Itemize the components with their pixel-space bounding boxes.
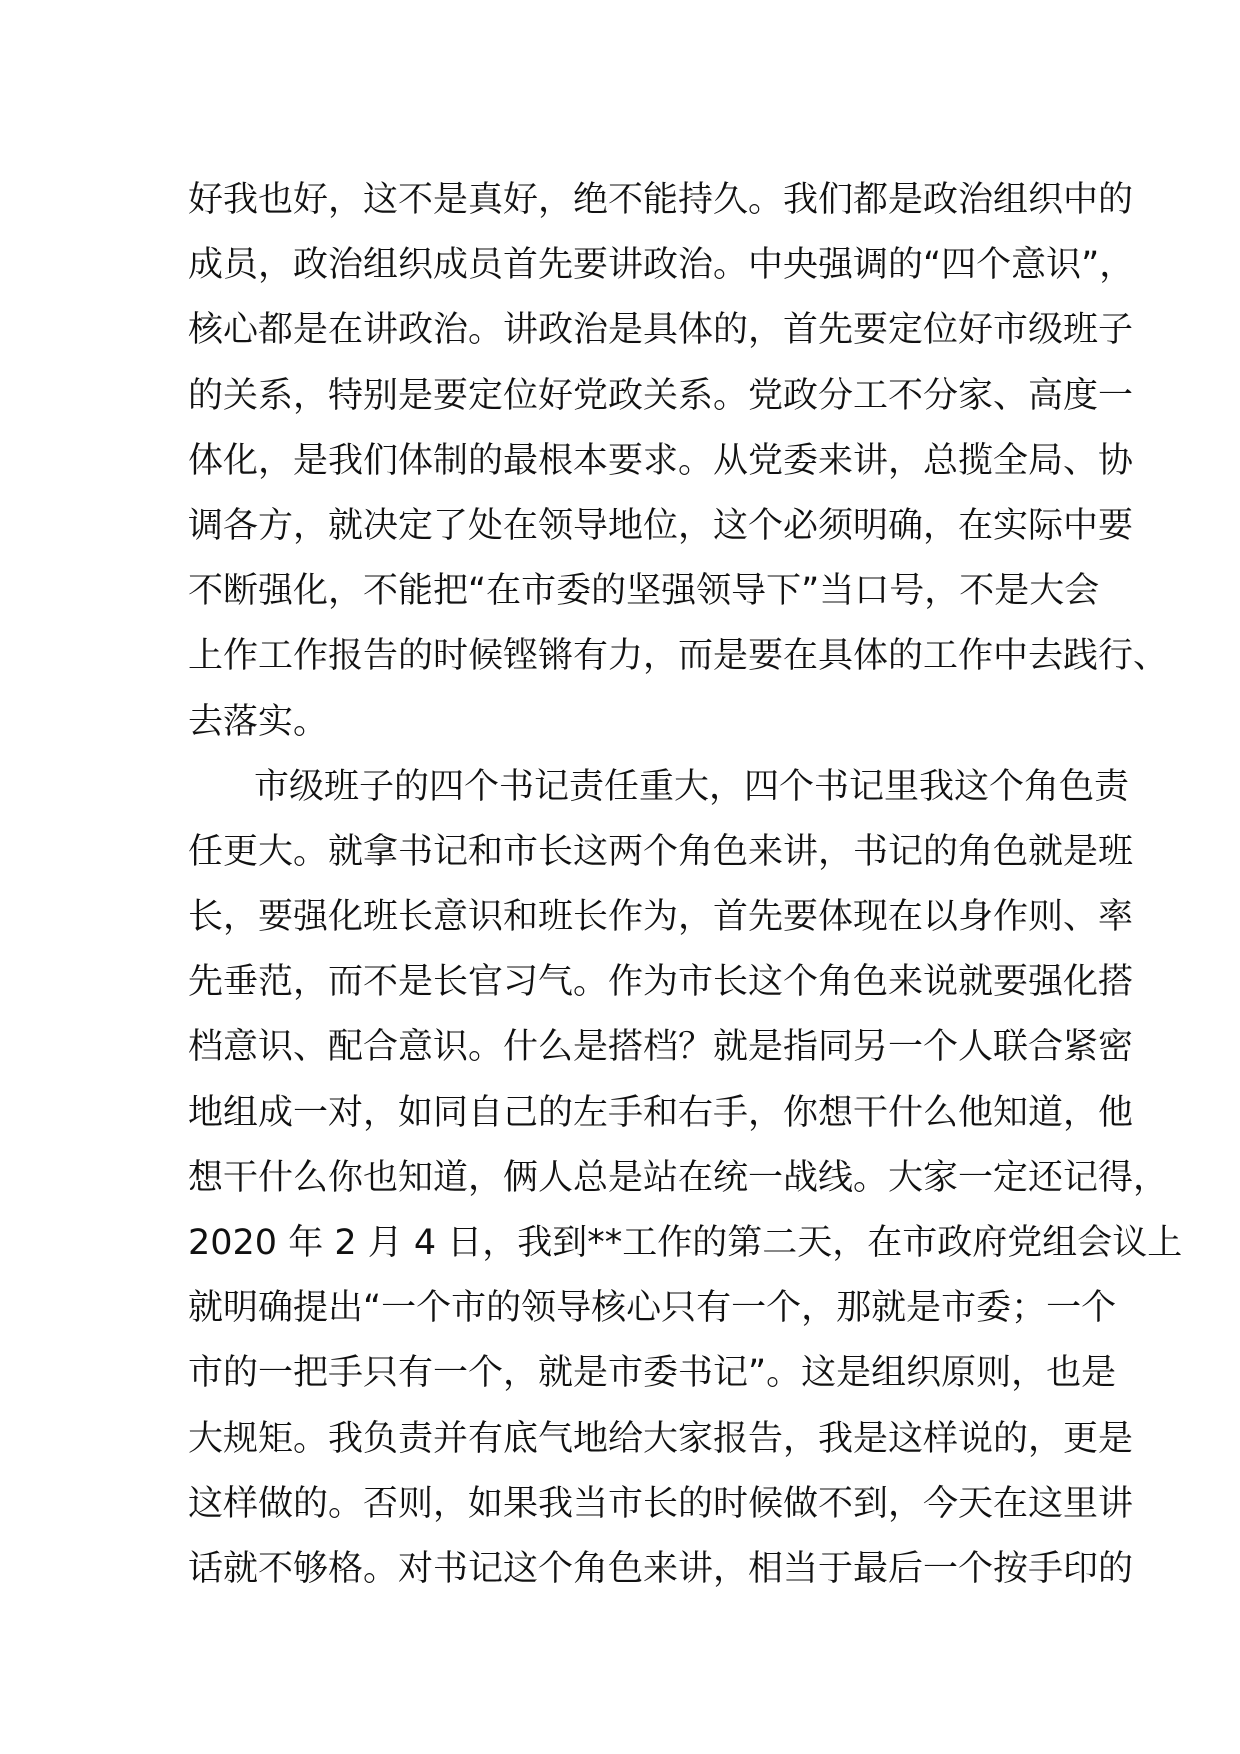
text-line: 去落实。 — [188, 701, 329, 742]
text-line: 市的一把手只有一个，就是市委书记”。这是组织原则，也是 — [188, 1353, 1117, 1394]
text-line: 先垂范，而不是长官习气。作为市长这个角色来说就要强化搭 — [188, 962, 1134, 1003]
paragraph-first-line: 市级班子的四个书记责任重大，四个书记里我这个角色责 — [254, 766, 1130, 807]
text-line: 地组成一对，如同自己的左手和右手，你想干什么他知道，他 — [188, 1092, 1134, 1133]
body-text — [188, 168, 1183, 1602]
text-line: 档意识、配合意识。什么是搭档？就是指同另一个人联合紧密 — [188, 1027, 1134, 1068]
text-line: 话就不够格。对书记这个角色来讲，相当于最后一个按手印的 — [188, 1548, 1134, 1589]
text-line: 想干什么你也知道，俩人总是站在统一战线。大家一定还记得， — [188, 1157, 1169, 1198]
text-line: 2020 年 2 月 4 日，我到**工作的第二天，在市政府党组会议上 — [188, 1223, 1183, 1263]
text-line: 的关系，特别是要定位好党政关系。党政分工不分家、高度一 — [188, 375, 1134, 416]
text-line: 这样做的。否则，如果我当市长的时候做不到，今天在这里讲 — [188, 1483, 1134, 1524]
text-line: 不断强化，不能把“在市委的坚强领导下”当口号，不是大会 — [188, 571, 1100, 612]
text-line: 就明确提出“一个市的领导核心只有一个，那就是市委；一个 — [188, 1288, 1117, 1329]
text-line: 上作工作报告的时候铿锵有力，而是要在具体的工作中去践行、 — [188, 636, 1169, 677]
text-line: 长，要强化班长意识和班长作为，首先要体现在以身作则、率 — [188, 897, 1134, 938]
text-line: 成员，政治组织成员首先要讲政治。中央强调的“四个意识”， — [188, 245, 1135, 286]
text-line: 调各方，就决定了处在领导地位，这个必须明确，在实际中要 — [188, 505, 1134, 546]
text-line: 任更大。就拿书记和市长这两个角色来讲，书记的角色就是班 — [188, 831, 1134, 872]
text-line: 大规矩。我负责并有底气地给大家报告，我是这样说的，更是 — [188, 1418, 1134, 1459]
text-line: 体化，是我们体制的最根本要求。从党委来讲，总揽全局、协 — [188, 440, 1134, 481]
text-line: 核心都是在讲政治。讲政治是具体的，首先要定位好市级班子 — [188, 310, 1134, 351]
text-line: 好我也好，这不是真好，绝不能持久。我们都是政治组织中的 — [188, 180, 1134, 220]
